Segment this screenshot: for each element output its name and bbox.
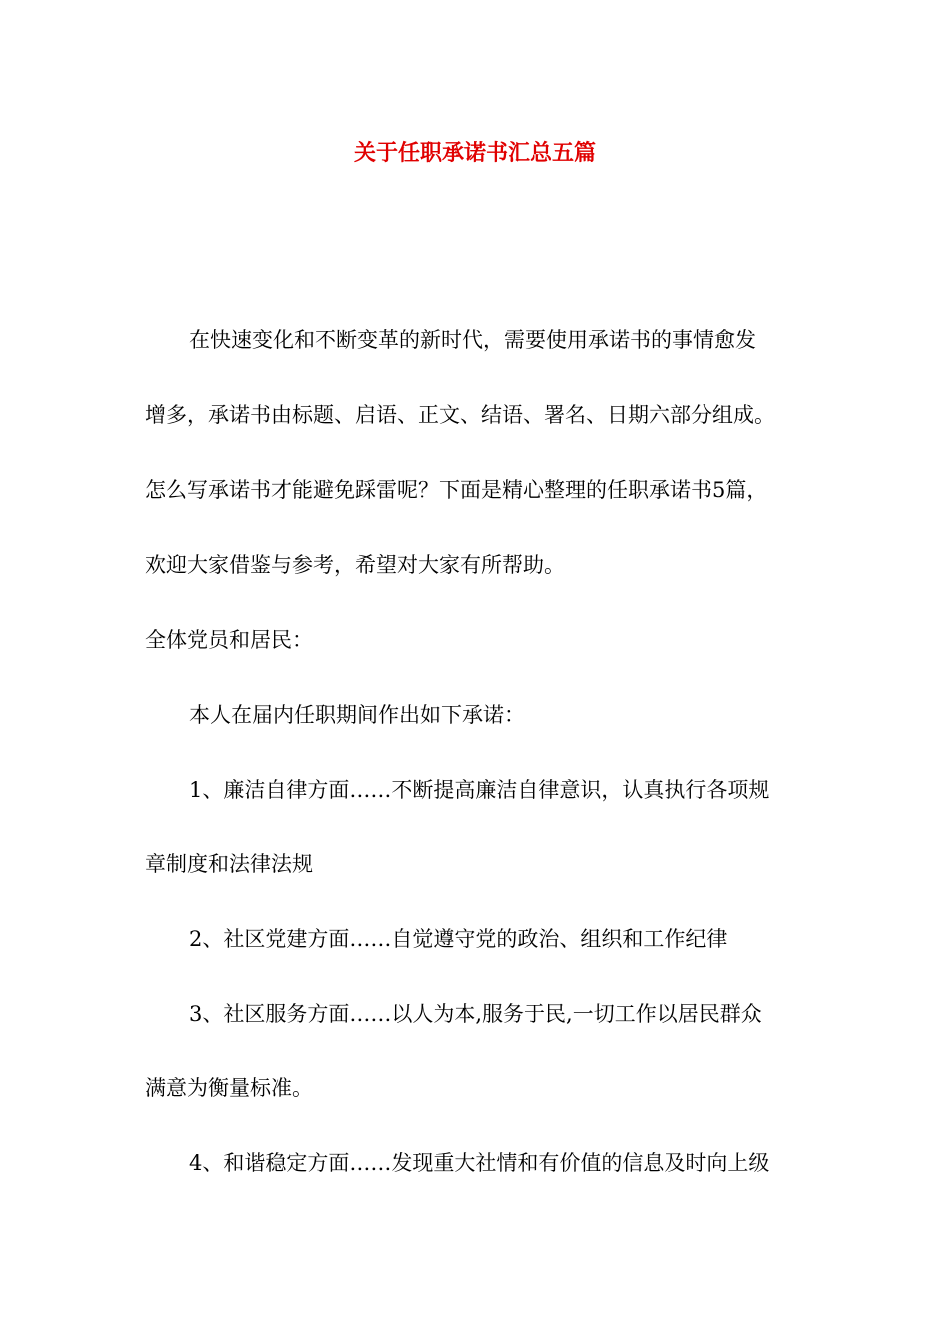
list-item-line: 满意为衡量标准。: [145, 1076, 313, 1100]
list-item-line: 章制度和法律法规: [145, 852, 313, 876]
list-item-line: 1、廉洁自律方面……不断提高廉洁自律意识，认真执行各项规: [189, 778, 770, 802]
paragraph-line: 本人在届内任职期间作出如下承诺：: [189, 703, 525, 727]
paragraph-line: 增多，承诺书由标题、启语、正文、结语、署名、日期六部分组成。: [145, 403, 775, 427]
paragraph-line: 怎么写承诺书才能避免踩雷呢？下面是精心整理的任职承诺书5篇，: [145, 478, 768, 502]
salutation-line: 全体党员和居民：: [145, 628, 313, 652]
paragraph-line: 在快速变化和不断变革的新时代，需要使用承诺书的事情愈发: [189, 328, 756, 352]
list-item-line: 2、社区党建方面……自觉遵守党的政治、组织和工作纪律: [189, 927, 728, 951]
list-item-line: 4、和谐稳定方面……发现重大社情和有价值的信息及时向上级: [189, 1151, 770, 1175]
paragraph-line: 欢迎大家借鉴与参考，希望对大家有所帮助。: [145, 553, 565, 577]
document-title: 关于任职承诺书汇总五篇: [353, 140, 596, 166]
list-item-line: 3、社区服务方面……以人为本,服务于民,一切工作以居民群众: [189, 1002, 762, 1026]
